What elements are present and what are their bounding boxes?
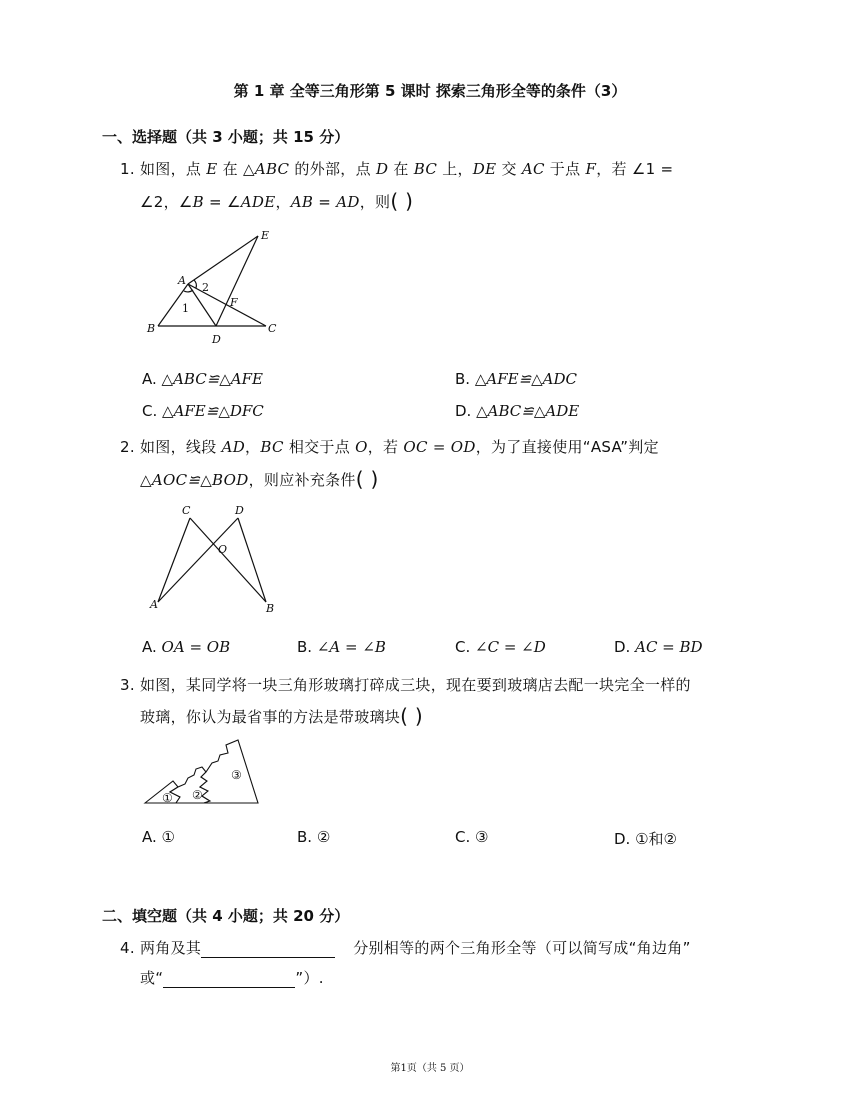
label-e: E: [261, 229, 270, 242]
question-2-line-1: [120, 436, 659, 457]
text: ，则: [359, 193, 391, 211]
option-text: ②: [316, 828, 331, 846]
segment-ad: [158, 518, 238, 602]
label-piece-3: ③: [231, 768, 242, 782]
option-label: B.: [455, 370, 471, 388]
q1-option-c[interactable]: [142, 402, 264, 420]
segment-ac: [158, 518, 190, 602]
label-b: B: [266, 602, 275, 615]
option-label: D.: [614, 638, 631, 656]
answer-paren[interactable]: ( ): [355, 467, 379, 491]
text: 上，: [437, 160, 473, 178]
q2-option-c[interactable]: [455, 638, 546, 656]
option-label: A.: [142, 828, 157, 846]
label-f: F: [230, 296, 238, 309]
text: 在: [388, 160, 414, 178]
segment-de: [216, 236, 258, 326]
text: 如图，线段: [140, 438, 222, 456]
math-var: BC: [260, 438, 284, 456]
label-1: 1: [182, 302, 189, 315]
label-d: D: [235, 504, 244, 517]
math-var: AD: [336, 193, 360, 211]
option-label: D.: [455, 402, 472, 420]
question-number: 4.: [120, 939, 135, 957]
label-piece-1: ①: [162, 791, 173, 805]
answer-paren[interactable]: ( ): [390, 189, 414, 213]
segment-db: [238, 518, 266, 602]
text: 两角及其: [140, 939, 202, 957]
question-2-line-2: [140, 466, 379, 490]
label-b: B: [147, 322, 156, 335]
text: =: [313, 193, 337, 211]
fill-blank-1[interactable]: [201, 942, 335, 958]
q1-option-b[interactable]: [455, 370, 577, 388]
q2-option-a[interactable]: [142, 638, 230, 656]
text: ，: [275, 193, 291, 211]
figure-triangle-abc: [140, 222, 290, 352]
q3-option-d[interactable]: [614, 828, 677, 849]
option-text: AC = BD: [635, 638, 703, 656]
q2-option-d[interactable]: [614, 638, 703, 656]
label-o: O: [218, 543, 228, 556]
math-var: O: [355, 438, 368, 456]
math-var: AB: [290, 193, 314, 211]
option-label: C.: [142, 402, 158, 420]
label-c: C: [182, 504, 191, 517]
section-heading-fill: 二、填空题（共 4 小题；共 20 分）: [102, 907, 350, 925]
text: 如图，点: [140, 160, 207, 178]
label-2: 2: [202, 281, 209, 294]
figure-broken-glass: [140, 735, 270, 810]
q3-option-c[interactable]: [455, 828, 488, 846]
segment-ac: [188, 284, 266, 326]
math-var: F: [585, 160, 597, 178]
text: 如图，某同学将一块三角形玻璃打碎成三块，现在要到玻璃店去配一块完全一样的: [140, 676, 691, 694]
question-3-line-2: [140, 703, 423, 727]
text: 相交于点: [283, 438, 356, 456]
question-3-line-1: [120, 674, 691, 695]
math-var: AC: [521, 160, 545, 178]
text: 交: [496, 160, 522, 178]
option-label: C.: [455, 828, 471, 846]
question-1-line-2: [140, 188, 413, 212]
segment-ae: [188, 236, 258, 284]
math-var: ADE: [240, 193, 276, 211]
option-text: ①: [161, 828, 175, 846]
label-c: C: [268, 322, 277, 335]
option-text: ③: [475, 828, 489, 846]
math-var: DE: [472, 160, 497, 178]
question-number: 1.: [120, 160, 135, 178]
text: 在 △: [217, 160, 255, 178]
fill-blank-2[interactable]: [163, 972, 295, 988]
text: ，若: [367, 438, 404, 456]
math-var: AOC≌△BOD: [151, 471, 249, 489]
math-var: D: [375, 160, 389, 178]
question-number: 2.: [120, 438, 135, 456]
text: = ∠: [203, 193, 241, 211]
label-piece-2: ②: [192, 788, 203, 802]
option-label: B.: [297, 828, 313, 846]
text: ，为了直接使用“ASA”判定: [475, 438, 659, 456]
question-4-line-1: [120, 937, 691, 958]
q1-option-a[interactable]: [142, 370, 263, 388]
option-label: C.: [455, 638, 471, 656]
text: 分别相等的两个三角形全等（可以简写成“角边角”: [353, 939, 691, 957]
text: ”）.: [295, 969, 324, 987]
option-text: ∠C = ∠D: [475, 638, 546, 656]
text: 玻璃，你认为最省事的方法是带玻璃块: [140, 708, 401, 726]
figure-crossing-segments: [140, 500, 290, 620]
q1-option-d[interactable]: [455, 402, 579, 420]
math-var: AD: [221, 438, 246, 456]
question-1-line-1: [120, 158, 673, 179]
text: 于点: [544, 160, 586, 178]
text: 的外部，点: [289, 160, 376, 178]
option-text: ①和②: [635, 830, 678, 848]
option-label: A.: [142, 370, 157, 388]
option-label: A.: [142, 638, 157, 656]
glass-piece-3: [200, 740, 258, 803]
text: △: [140, 471, 152, 489]
math-var: ABC: [254, 160, 290, 178]
label-a: A: [150, 598, 158, 611]
option-text: △ABC≌△AFE: [161, 370, 263, 388]
option-text: ∠A = ∠B: [316, 638, 386, 656]
math-var: B: [192, 193, 204, 211]
math-var: E: [206, 160, 218, 178]
option-text: OA = OB: [161, 638, 231, 656]
angle-1-arc: [184, 290, 193, 292]
segment-cb: [190, 518, 266, 602]
section-heading-choice: 一、选择题（共 3 小题；共 15 分）: [102, 128, 350, 146]
question-4-line-2: [140, 967, 324, 988]
q2-option-b[interactable]: [297, 638, 386, 656]
label-d: D: [212, 333, 221, 346]
text: 或“: [140, 969, 164, 987]
text: ，: [245, 438, 261, 456]
option-text: △AFE≌△DFC: [162, 402, 264, 420]
page-title: 第 1 章 全等三角形第 5 课时 探索三角形全等的条件（3）: [233, 82, 627, 100]
option-label: D.: [614, 830, 631, 848]
question-number: 3.: [120, 676, 135, 694]
q3-option-b[interactable]: [297, 828, 330, 846]
q3-option-a[interactable]: [142, 828, 175, 846]
answer-paren[interactable]: ( ): [400, 704, 423, 728]
option-label: B.: [297, 638, 313, 656]
option-text: △AFE≌△ADC: [474, 370, 578, 388]
math-var: BC: [413, 160, 438, 178]
text: ∠2，∠: [140, 193, 193, 211]
math-var: OC = OD: [403, 438, 476, 456]
text: ，则应补充条件: [248, 471, 356, 489]
option-text: △ABC≌△ADE: [476, 402, 580, 420]
page-footer: 第1页（共 5 页）: [390, 1063, 470, 1074]
label-a: A: [178, 274, 186, 287]
text: ，若 ∠1 =: [596, 160, 674, 178]
